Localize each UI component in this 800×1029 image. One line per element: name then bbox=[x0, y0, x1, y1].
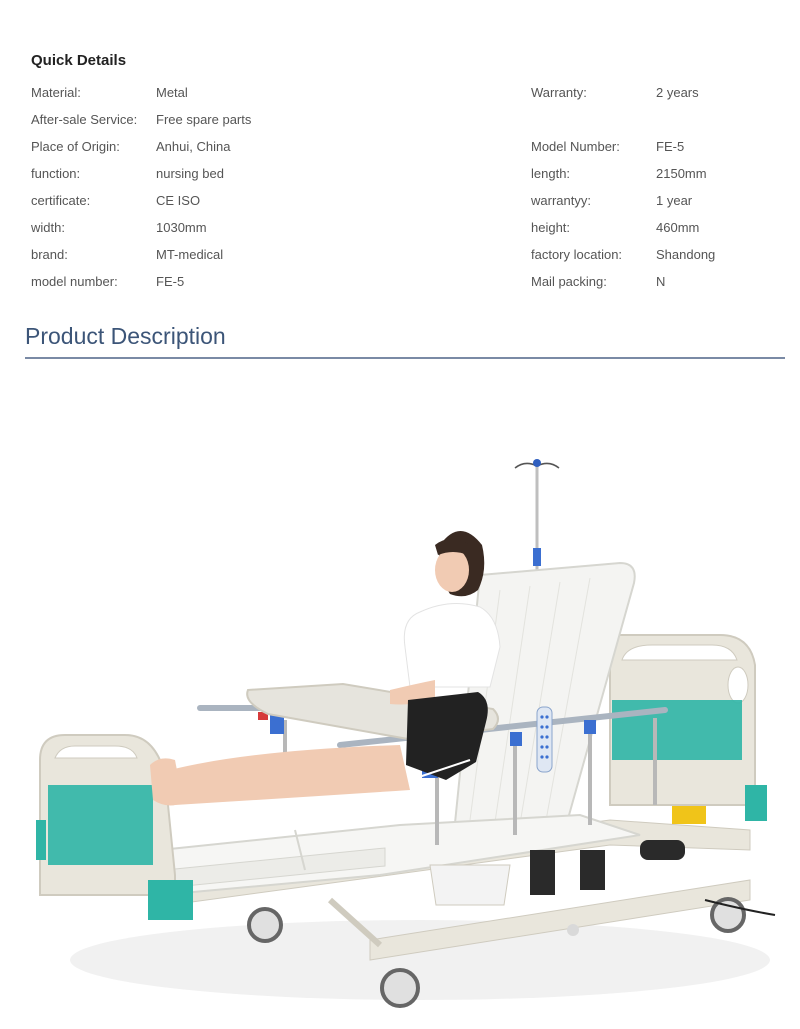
spec-label-mail-packing: Mail packing: bbox=[531, 274, 607, 289]
spec-value-model-number: FE-5 bbox=[156, 274, 185, 289]
spec-value-warrantyy: 1 year bbox=[656, 193, 693, 208]
product-description-title: Product Description bbox=[25, 323, 226, 349]
spec-label-origin: Place of Origin: bbox=[31, 139, 120, 154]
spec-label-model-number: model number: bbox=[31, 274, 118, 289]
spec-value-material: Metal bbox=[156, 85, 188, 100]
spec-value-after-sale: Free spare parts bbox=[156, 112, 252, 127]
product-photo-nursing-bed bbox=[0, 400, 800, 1029]
spec-label-material: Material: bbox=[31, 85, 81, 100]
spec-value-origin: Anhui, China bbox=[156, 139, 231, 154]
spec-value-function: nursing bed bbox=[156, 166, 224, 181]
spec-label-model-number-2: Model Number: bbox=[531, 139, 620, 154]
spec-value-warranty: 2 years bbox=[656, 85, 699, 100]
spec-label-after-sale: After-sale Service: bbox=[31, 112, 138, 127]
spec-label-warrantyy: warrantyy: bbox=[531, 193, 591, 208]
spec-value-height: 460mm bbox=[656, 220, 700, 235]
spec-value-width: 1030mm bbox=[156, 220, 207, 235]
section-divider bbox=[25, 357, 785, 359]
spec-label-height: height: bbox=[531, 220, 571, 235]
spec-label-certificate: certificate: bbox=[31, 193, 91, 208]
spec-value-length: 2150mm bbox=[656, 166, 707, 181]
spec-value-mail-packing: N bbox=[656, 274, 666, 289]
spec-label-function: function: bbox=[31, 166, 81, 181]
spec-value-certificate: CE ISO bbox=[156, 193, 201, 208]
spec-label-width: width: bbox=[31, 220, 65, 235]
spec-value-factory-location: Shandong bbox=[656, 247, 716, 262]
spec-value-model-number-2: FE-5 bbox=[656, 139, 685, 154]
spec-label-warranty: Warranty: bbox=[531, 85, 587, 100]
spec-label-length: length: bbox=[531, 166, 571, 181]
spec-label-factory-location: factory location: bbox=[531, 247, 623, 262]
spec-label-brand: brand: bbox=[31, 247, 68, 262]
spec-value-brand: MT-medical bbox=[156, 247, 224, 262]
quick-details-title: Quick Details bbox=[31, 52, 127, 69]
